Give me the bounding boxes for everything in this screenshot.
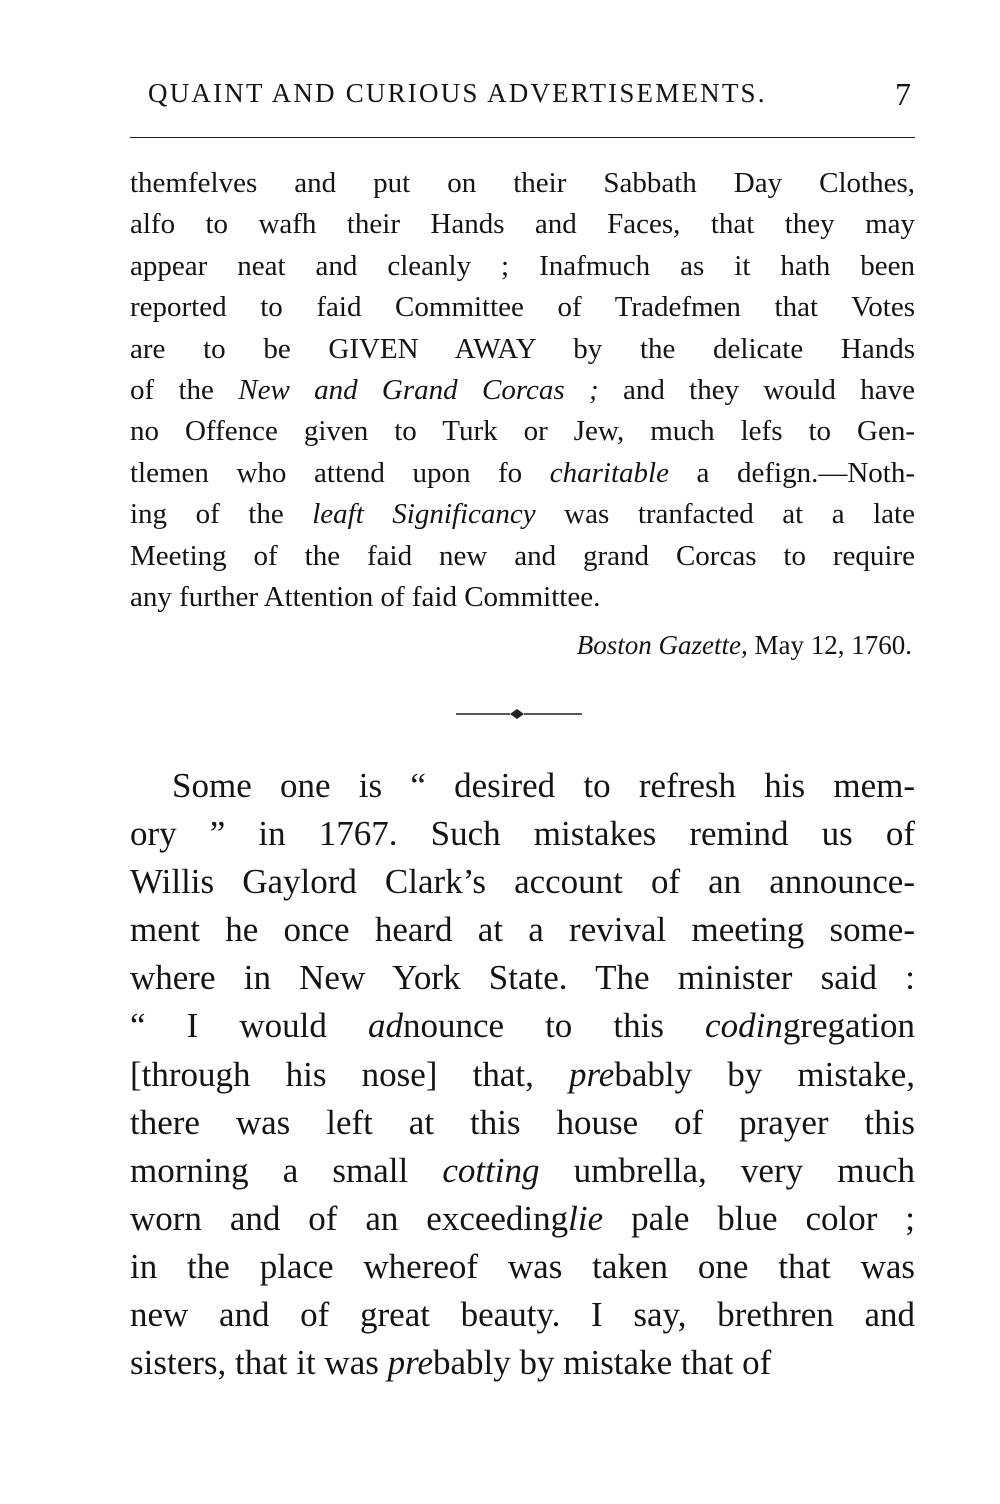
text-run: nounce to this xyxy=(402,1006,706,1046)
text-run: [through his nose] that, xyxy=(130,1054,569,1094)
running-title: QUAINT AND CURIOUS ADVERTISEMENTS. xyxy=(148,78,767,108)
header-rule xyxy=(130,137,915,138)
text-line xyxy=(130,370,915,411)
text-line xyxy=(130,287,915,328)
text-run: reported to faid Committee of Tradefmen that Votes xyxy=(130,291,915,324)
text-line xyxy=(130,954,915,1002)
text-run: themfelves and put on their Sabbath Day Clothes, xyxy=(130,167,915,199)
text-line xyxy=(130,810,915,858)
text-run: umbrella, very much xyxy=(539,1150,915,1190)
text-run: any further Attention of faid Committee. xyxy=(130,580,601,613)
text-run: there was left at this house of prayer this xyxy=(130,1102,915,1142)
text-run: ory ” in 1767. Such mistakes remind us of xyxy=(130,814,915,854)
text-run: alfo to wafh their Hands and Faces, that they may xyxy=(130,208,915,241)
italic-run: leaft Significancy xyxy=(312,498,536,531)
text-line xyxy=(130,536,915,577)
text-run: of the xyxy=(130,373,239,406)
source-citation xyxy=(577,630,912,661)
advertisement-text xyxy=(130,163,915,618)
text-run: bably by mistake, xyxy=(614,1054,915,1094)
text-line xyxy=(130,1339,915,1387)
text-run: sisters, that it was xyxy=(130,1343,388,1383)
italic-run: pre xyxy=(568,1054,615,1094)
italic-run: codin xyxy=(705,1006,783,1046)
text-line xyxy=(130,411,915,452)
italic-run: lie xyxy=(568,1198,604,1238)
citation-publication: Boston Gazette, xyxy=(576,630,748,660)
text-run: gregation xyxy=(782,1006,915,1046)
text-run: no Offence given to Turk or Jew, much lefs to Gen- xyxy=(130,415,915,448)
text-line xyxy=(130,1147,915,1195)
commentary-text xyxy=(130,762,915,1387)
text-line xyxy=(130,1243,915,1291)
text-line xyxy=(130,163,915,204)
text-run: bably by mistake that of xyxy=(432,1343,772,1383)
text-line xyxy=(130,577,915,618)
text-line xyxy=(130,1051,915,1099)
text-line xyxy=(130,246,915,287)
text-run: new and of great beauty. I say, brethren and xyxy=(130,1295,915,1335)
text-line xyxy=(130,453,915,494)
text-run: tlemen who attend upon fo xyxy=(130,456,550,489)
italic-run: New and Grand Corcas ; xyxy=(238,373,599,406)
text-line xyxy=(130,1099,915,1147)
page-number: 7 xyxy=(895,76,911,112)
italic-run: pre xyxy=(387,1343,433,1383)
text-run: morning a small xyxy=(130,1150,443,1190)
text-run: Some one is “ desired to refresh his mem- xyxy=(172,766,915,805)
citation-date: May 12, 1760. xyxy=(754,630,912,660)
text-run: Willis Gaylord Clark’s account of an announce- xyxy=(130,862,915,902)
text-line xyxy=(130,329,915,370)
page-header xyxy=(130,74,915,118)
text-line xyxy=(130,494,915,535)
text-line xyxy=(130,858,915,906)
text-run: worn and of an exceeding xyxy=(130,1198,569,1238)
text-run: ing of the xyxy=(130,498,313,531)
text-line xyxy=(130,762,915,810)
text-run: pale blue color ; xyxy=(603,1198,915,1238)
text-line xyxy=(130,906,915,954)
text-run: where in New York State. The minister said : xyxy=(130,958,915,998)
italic-run: ad xyxy=(367,1006,403,1046)
italic-run: cotting xyxy=(442,1150,540,1190)
text-run: “ I would xyxy=(130,1006,368,1046)
text-line xyxy=(130,1195,915,1243)
text-line xyxy=(130,204,915,245)
text-run: Meeting of the faid new and grand Corcas to require xyxy=(130,539,915,572)
text-run: ment he once heard at a revival meeting some- xyxy=(130,910,915,950)
text-run: are to be GIVEN AWAY by the delicate Hands xyxy=(130,332,915,365)
text-run: and they would have xyxy=(598,373,915,406)
text-line xyxy=(130,1291,915,1339)
italic-run: charitable xyxy=(549,456,669,489)
text-line xyxy=(130,1002,915,1050)
text-run: was tranfacted at a late xyxy=(535,498,915,531)
text-run: in the place whereof was taken one that was xyxy=(130,1246,915,1286)
text-run: appear neat and cleanly ; Inafmuch as it hath been xyxy=(130,249,915,282)
section-ornament xyxy=(456,704,582,724)
text-run: a defign.—Noth- xyxy=(668,456,915,489)
